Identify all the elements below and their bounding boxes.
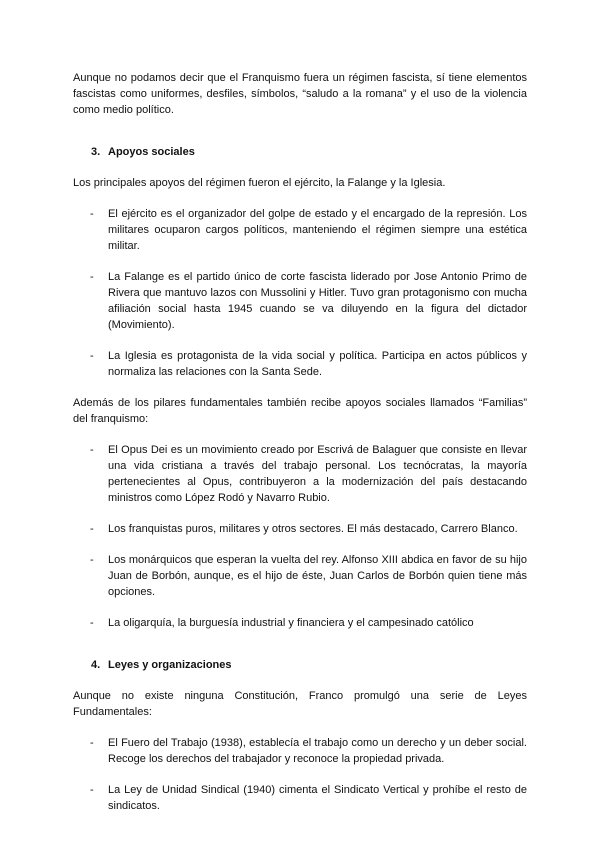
bullet: - — [90, 737, 94, 749]
list-item-text: Los monárquicos que esperan la vuelta del rey. Alfonso XIII abdica en favor de su hijo Juan de Borbón, aunque, es el hijo de éste, Juan Carlos de Borbón quien tiene más opciones. — [108, 554, 527, 598]
document-page — [73, 70, 527, 829]
bullet: - — [90, 784, 94, 796]
list-item-text: La Ley de Unidad Sindical (1940) cimenta el Sindicato Vertical y prohíbe el resto de sindicatos. — [108, 784, 527, 812]
list-item-text: El Fuero del Trabajo (1938), establecía el trabajo como un derecho y un deber social. Recoge los derechos del trabajador y reconoce la propiedad privada. — [108, 737, 527, 765]
section-3-lead: Los principales apoyos del régimen fueron el ejército, la Falange y la Iglesia. — [73, 177, 446, 189]
list-item — [73, 521, 527, 537]
list-item — [73, 735, 527, 767]
list-item-text: La oligarquía, la burguesía industrial y financiera y el campesinado católico — [108, 617, 474, 629]
bullet: - — [90, 271, 94, 283]
bullet: - — [90, 208, 94, 220]
bullet: - — [90, 350, 94, 362]
list-item — [73, 442, 527, 506]
list-item — [73, 615, 527, 631]
list-item-text: La Iglesia es protagonista de la vida social y política. Participa en actos públicos y normaliza las relaciones con la Santa Sede. — [108, 350, 527, 378]
bullet: - — [90, 444, 94, 456]
section-3-number: 3. — [91, 146, 101, 158]
list-item — [73, 348, 527, 380]
section-4-title: Leyes y organizaciones — [108, 659, 232, 671]
bullet: - — [90, 523, 94, 535]
section-4-number: 4. — [91, 659, 101, 671]
list-item-text: Los franquistas puros, militares y otros sectores. El más destacado, Carrero Blanco. — [108, 523, 518, 535]
bullet: - — [90, 617, 94, 629]
section-4-heading — [91, 657, 527, 673]
list-item — [73, 782, 527, 814]
families-lead: Además de los pilares fundamentales también recibe apoyos sociales llamados “Familias” del franquismo: — [73, 397, 527, 425]
families-list — [73, 442, 527, 631]
section-4-lead: Aunque no existe ninguna Constitución, Franco promulgó una serie de Leyes Fundamentales: — [73, 690, 527, 718]
main-supports-list — [73, 206, 527, 380]
section-3-heading — [91, 144, 527, 160]
list-item-text: El ejército es el organizador del golpe de estado y el encargado de la represión. Los militares ocuparon cargos políticos, manteniendo el régimen siempre una estética militar. — [108, 208, 527, 252]
list-item — [73, 206, 527, 254]
list-item-text: La Falange es el partido único de corte fascista liderado por Jose Antonio Primo de Rivera que mantuvo lazos con Mussolini y Hitler. Tuvo gran protagonismo con mucha afiliación social hasta 1945 cuando se va diluyendo en la figura del dictador (Movimiento). — [108, 271, 527, 331]
list-item-text: El Opus Dei es un movimiento creado por Escrivá de Balaguer que consiste en llevar una vida cristiana a través del trabajo personal. Los tecnócratas, la mayoría pertenecientes al Opus, contribuyeron a la modernización del país destacando ministros como López Rodó y Navarro Rubio. — [108, 444, 527, 504]
list-item — [73, 269, 527, 333]
list-item — [73, 552, 527, 600]
intro-paragraph: Aunque no podamos decir que el Franquismo fuera un régimen fascista, sí tiene elementos fascistas como uniformes, desfiles, símbolos, “saludo a la romana” y el uso de la violencia como medio político. — [73, 72, 527, 116]
bullet: - — [90, 554, 94, 566]
section-3-title: Apoyos sociales — [108, 146, 195, 158]
fundamental-laws-list — [73, 735, 527, 814]
